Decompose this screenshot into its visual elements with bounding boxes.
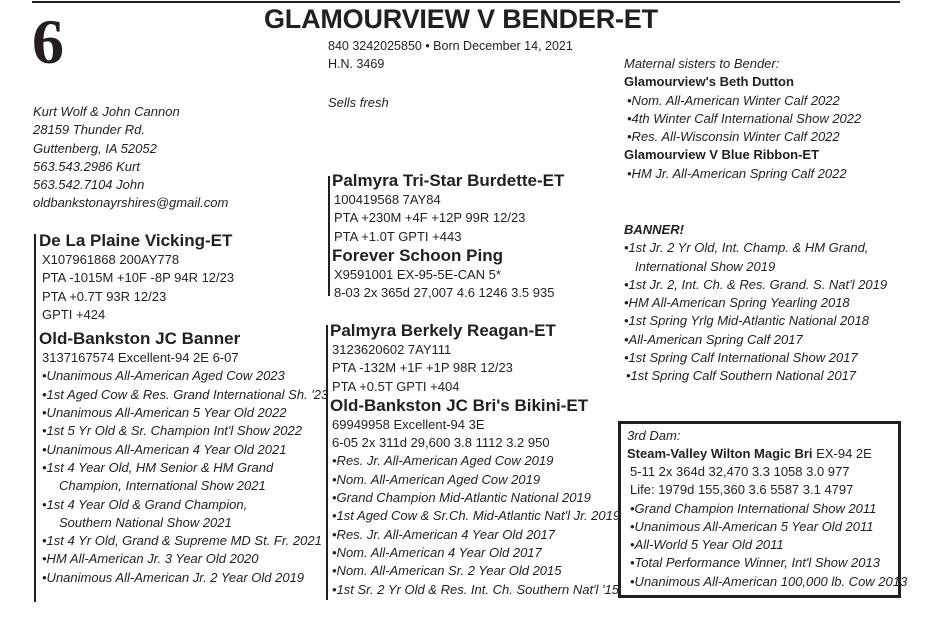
granddam-honor: •1st 5 Yr Old & Sr. Champion Int'l Show 2022 [42,423,302,439]
lot-number: 6 [32,6,64,77]
consignor-city: Guttenberg, IA 52052 [33,140,157,156]
consignor-email[interactable]: oldbankstonayrshires@gmail.com [33,195,229,211]
animal-title: GLAMOURVIEW V BENDER-ET [264,4,658,34]
granddam-honor: •1st Aged Cow & Res. Grand International Sh. '23 [42,386,329,402]
dam-honor: •Nom. All-American 4 Year Old 2017 [332,544,542,560]
third-dam-honor: •Grand Champion International Show 2011 [630,500,877,516]
dam-record: 6-05 2x 311d 29,600 3.8 1112 3.2 950 [332,435,550,451]
third-dam-honor: •All-World 5 Year Old 2011 [630,537,784,553]
dam-name: Old-Bankston JC Bri's Bikini-ET [330,395,589,415]
dam-honor: •1st Aged Cow & Sr.Ch. Mid-Atlantic Nat'l Jr. 2019 [332,508,621,524]
sister-honor: •Nom. All-American Winter Calf 2022 [627,92,840,108]
sale-status: Sells fresh [328,95,389,110]
dam-honor: •Res. Jr. All-American Aged Cow 2019 [332,453,554,469]
granddam-honor: •Unanimous All-American 4 Year Old 2021 [42,441,287,457]
consignor-name: Kurt Wolf & John Cannon [33,104,180,119]
granddam-honor: Southern National Show 2021 [59,514,232,530]
sister-name: Glamourview V Blue Ribbon-ET [624,147,820,163]
sister-honor: •HM Jr. All-American Spring Calf 2022 [627,165,847,181]
sire-pta-1: PTA +230M +4F +12P 99R 12/23 [334,210,526,226]
sister-name: Glamourview's Beth Dutton [624,74,794,90]
granddam-honor: •HM All-American Jr. 3 Year Old 2020 [42,551,259,567]
dam-sire-pta-2: PTA +0.5T GPTI +404 [332,378,460,394]
sire-dam-reg: X9591001 EX-95-5E-CAN 5* [334,266,501,282]
granddam-honor: •1st 4 Year Old, HM Senior & HM Grand [42,459,274,475]
maternal-sisters-heading: Maternal sisters to Bender: [624,56,780,71]
sire-dam-name: Forever Schoon Ping [332,245,503,265]
dam-honor: •Grand Champion Mid-Atlantic National 2019 [332,490,591,506]
herd-number: H.N. 3469 [328,57,385,72]
banner-honor: •1st Spring Calf Southern National 2017 [626,368,857,384]
granddam-honor: •1st 4 Yr Old, Grand & Supreme MD St. Fr. 2021 [42,533,322,549]
sister-honor: •4th Winter Calf International Show 2022 [627,110,862,126]
animal-info [328,37,573,74]
registration-line: 840 3242025850 • Born December 14, 2021 [328,39,573,53]
dam-honor: •1st Sr. 2 Yr Old & Res. Int. Ch. Southern Nat'l '15 [332,581,619,597]
third-dam-honor: •Total Performance Winner, Int'l Show 2013 [630,555,880,571]
third-dam-lifetime: Life: 1979d 155,360 3.6 5587 3.1 4797 [630,482,854,498]
dam-sire-reg: 3123620602 7AY111 [332,342,452,357]
sire-pta-2: PTA +1.0T GPTI +443 [334,228,462,244]
granddam-honor: Champion, International Show 2021 [59,478,266,494]
granddam-name: Old-Bankston JC Banner [39,329,241,349]
granddam-honor: •Unanimous All-American Aged Cow 2023 [42,368,285,384]
third-dam-honor: •Unanimous All-American 5 Year Old 2011 [630,518,874,534]
banner-honor: •1st Spring Yrlg Mid-Atlantic National 2018 [624,313,869,329]
sister-honor: •Res. All-Wisconsin Winter Calf 2022 [627,129,840,145]
third-dam-classification: EX-94 2E [816,446,872,461]
third-dam-record: 5-11 2x 364d 32,470 3.3 1058 3.0 977 [630,464,850,479]
dam-sire-name: Palmyra Berkely Reagan-ET [330,321,556,340]
granddam-sire-pta-2: PTA +0.7T 93R 12/23 [42,288,167,304]
dam-reg: 69949958 Excellent-94 3E [332,416,485,432]
sire-bracket [328,176,330,296]
third-dam-honor: •Unanimous All-American 100,000 lb. Cow 2013 [630,573,908,589]
dam-honor: •Res. Jr. All-American 4 Year Old 2017 [332,526,555,542]
banner-honor: •HM All-American Spring Yearling 2018 [624,295,850,311]
granddam-honor: •1st 4 Year Old & Grand Champion, [42,496,248,512]
consignor-block [33,103,228,213]
banner-honor: •1st Spring Calf International Show 2017 [624,350,858,366]
sire-reg: 100419568 7AY84 [334,192,441,207]
granddam-reg: 3137167574 Excellent-94 2E 6-07 [42,350,239,366]
granddam-honor: •Unanimous All-American Jr. 2 Year Old 2019 [42,569,305,585]
granddam-bracket [34,234,36,602]
dam-honor: •Nom. All-American Aged Cow 2019 [332,471,541,487]
top-rule [32,1,900,3]
banner-honor: •1st Jr. 2 Yr Old, Int. Champ. & HM Grand, [624,240,869,256]
consignor-phone-1: 563.543.2986 Kurt [33,158,140,174]
dam-block [330,321,620,599]
banner-honor: •1st Jr. 2, Int. Ch. & Res. Grand. S. Nat'l 2019 [624,276,888,292]
granddam-sire-reg: X107961868 200AY778 [42,252,180,267]
consignor-address: 28159 Thunder Rd. [33,122,146,138]
banner-heading: BANNER! [624,222,684,237]
banner-honor: •All-American Spring Calf 2017 [624,331,803,347]
consignor-phone-2: 563.542.7104 John [33,177,145,193]
third-dam-heading: 3rd Dam: [627,428,681,443]
granddam-honor: •Unanimous All-American 5 Year Old 2022 [42,405,287,421]
granddam-sire-name: De La Plaine Vicking-ET [39,231,233,250]
granddam-sire-gpti: GPTI +424 [42,306,106,322]
third-dam-name: Steam-Valley Wilton Magic Bri [627,446,813,461]
banner-block [624,221,887,386]
banner-honor: International Show 2019 [635,258,776,274]
sire-dam-record: 8-03 2x 365d 27,007 4.6 1246 3.5 935 [334,285,555,301]
dam-sire-pta-1: PTA -132M +1F +1P 98R 12/23 [332,360,513,376]
maternal-sisters-block [624,55,861,183]
third-dam-box [618,421,908,598]
sire-block [332,171,564,302]
granddam-block [39,231,328,587]
dam-honor: •Nom. All-American Sr. 2 Year Old 2015 [332,563,562,579]
granddam-sire-pta-1: PTA -1015M +10F -8P 94R 12/23 [42,270,235,286]
sire-name: Palmyra Tri-Star Burdette-ET [332,171,565,190]
